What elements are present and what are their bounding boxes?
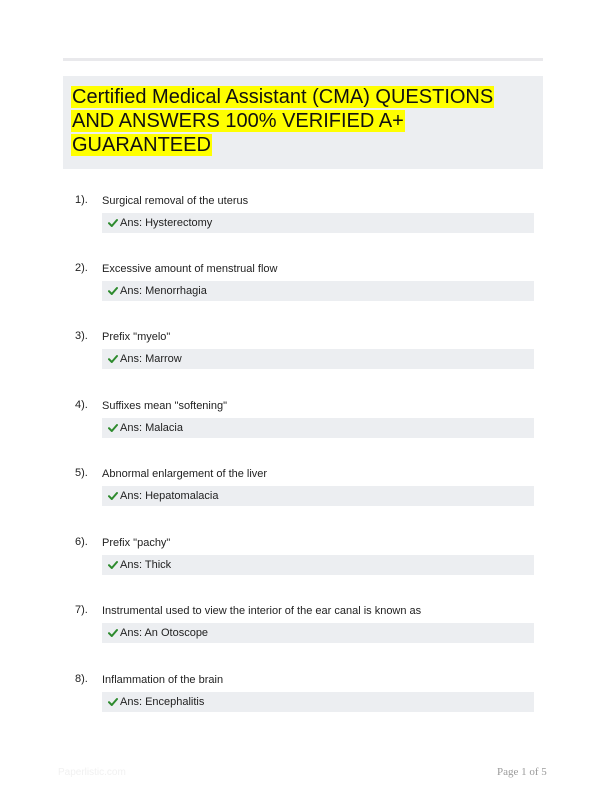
question-text: Surgical removal of the uterus: [102, 195, 249, 207]
check-icon: [108, 628, 118, 638]
question-number: 4).: [75, 399, 88, 411]
question-number: 1).: [75, 194, 88, 206]
answer-box: [102, 486, 534, 506]
check-icon: [108, 354, 118, 364]
document-title: Certified Medical Assistant (CMA) QUESTIONS AND ANSWERS 100% VERIFIED A+ GUARANTEED: [72, 86, 494, 156]
check-icon: [108, 423, 118, 433]
qa-item: [0, 329, 606, 389]
qa-item: [0, 603, 606, 663]
answer-box: [102, 418, 534, 438]
question-text: Abnormal enlargement of the liver: [102, 468, 268, 480]
check-icon: [108, 491, 118, 501]
answer-box: [102, 555, 534, 575]
qa-item: [0, 261, 606, 321]
check-icon: [108, 697, 118, 707]
answer-text: Ans: Marrow: [120, 353, 182, 365]
question-text: Inflammation of the brain: [102, 674, 224, 686]
question-number: 6).: [75, 536, 88, 548]
answer-text: Ans: Malacia: [120, 422, 183, 434]
answer-text: Ans: Menorrhagia: [120, 285, 207, 297]
qa-item: [0, 398, 606, 458]
answer-text: Ans: Thick: [120, 559, 172, 571]
check-icon: [108, 218, 118, 228]
answer-box: [102, 349, 534, 369]
answer-box: [102, 692, 534, 712]
answer-text: Ans: Hysterectomy: [120, 217, 213, 229]
answer-box: [102, 623, 534, 643]
qa-item: [0, 672, 606, 732]
question-number: 2).: [75, 262, 88, 274]
qa-item: [0, 535, 606, 595]
check-icon: [108, 286, 118, 296]
question-number: 7).: [75, 604, 88, 616]
answer-text: Ans: Hepatomalacia: [120, 490, 219, 502]
question-text: Prefix "myelo": [102, 331, 171, 343]
question-text: Excessive amount of menstrual flow: [102, 263, 278, 275]
answer-box: [102, 213, 534, 233]
question-text: Prefix "pachy": [102, 537, 171, 549]
answer-box: [102, 281, 534, 301]
question-number: 3).: [75, 330, 88, 342]
answer-text: Ans: Encephalitis: [120, 696, 205, 708]
qa-item: [0, 466, 606, 526]
question-number: 5).: [75, 467, 88, 479]
question-text: Instrumental used to view the interior of the ear canal is known as: [102, 605, 422, 617]
footer-watermark: Paperlistic.com: [58, 767, 126, 778]
question-text: Suffixes mean "softening": [102, 400, 228, 412]
answer-text: Ans: An Otoscope: [120, 627, 209, 639]
qa-item: [0, 193, 606, 253]
question-number: 8).: [75, 673, 88, 685]
page-number: Page 1 of 5: [497, 766, 547, 778]
check-icon: [108, 560, 118, 570]
